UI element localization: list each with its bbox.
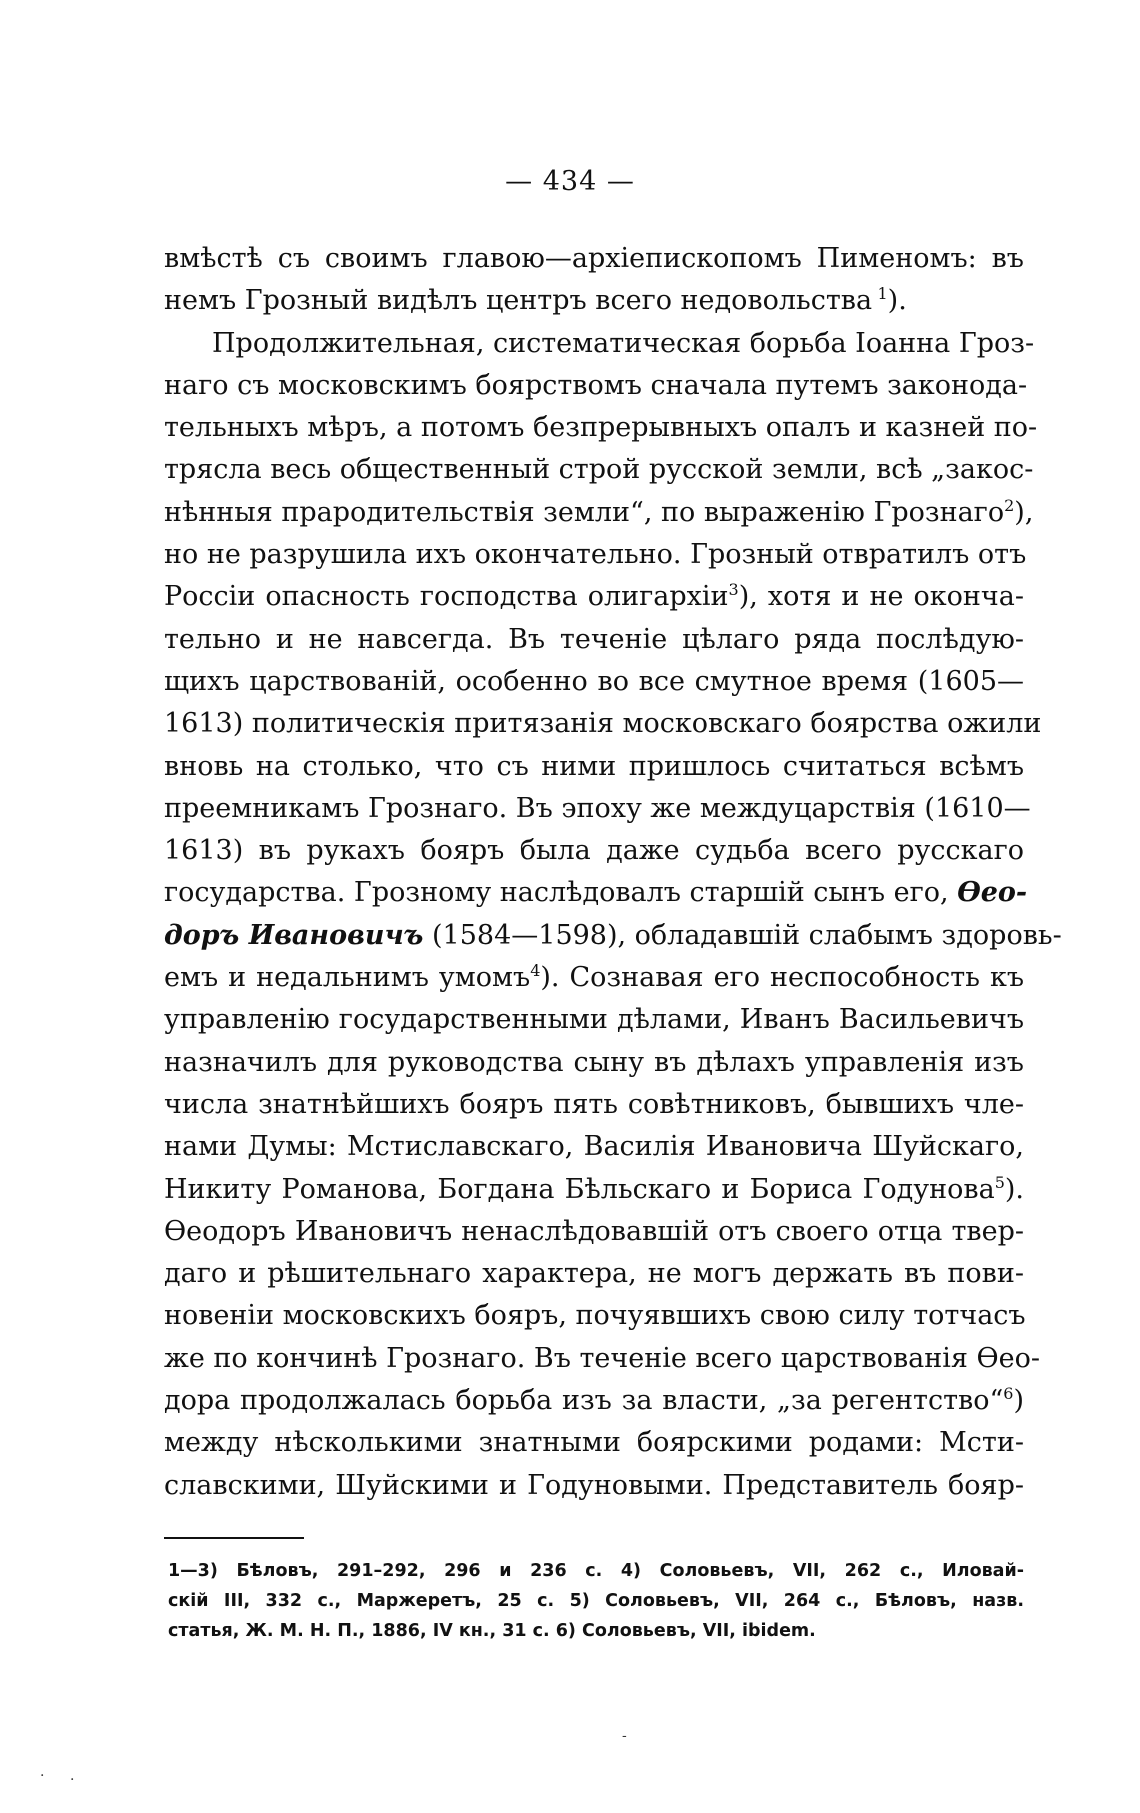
paragraph-start: Продолжительная, систематическая борьба Іоанна Гроз- — [212, 327, 1035, 359]
main-text — [164, 238, 1062, 1507]
text-span: ). — [887, 285, 907, 317]
text-line — [164, 915, 1062, 957]
text-line: же по кончинѣ Грознаго. Въ теченіе всего царствованія Ѳео- — [164, 1342, 1040, 1374]
text-span: ) — [1013, 1385, 1024, 1417]
text-span: Никиту Романова, Богдана Бѣльскаго и Бориса Годунова — [164, 1173, 995, 1205]
text-line: между нѣсколькими знатными боярскими родами: Мсти- — [164, 1427, 1024, 1459]
text-line: тельно и не навсегда. Въ теченіе цѣлаго ряда послѣдую- — [164, 623, 1024, 655]
text-span: нѣнныя прародительствія земли“, по выраженію Грознаго — [164, 496, 1005, 528]
footnote-ref: 2 — [1004, 495, 1015, 515]
text-span-tail — [1003, 1385, 1024, 1416]
text-line: числа знатнѣйшихъ бояръ пять совѣтниковъ, бывшихъ чле- — [164, 1088, 1024, 1120]
footnote-divider — [164, 1537, 304, 1539]
footnote-ref: 5 — [994, 1172, 1005, 1192]
text-line: назначилъ для руководства сыну въ дѣлахъ управленія изъ — [164, 1046, 1024, 1078]
scan-speck: · — [40, 1768, 45, 1784]
scan-speck: · — [70, 1772, 75, 1788]
text-span: емъ и недальнимъ умомъ — [164, 962, 531, 994]
text-line: новеніи московскихъ бояръ, почуявшихъ свою силу тотчасъ — [164, 1300, 1026, 1332]
italic-name: доръ Ивановичъ — [164, 919, 424, 951]
text-line: щихъ царствованій, особенно во все смутное время (1605— — [164, 665, 1024, 697]
text-line — [164, 1380, 1024, 1422]
text-line — [164, 576, 1024, 618]
text-line: тельныхъ мѣръ, а потомъ безпрерывныхъ опалъ и казней по- — [164, 412, 1038, 444]
text-line: но не разрушила ихъ окончательно. Грозный отвратилъ отъ — [164, 539, 1027, 571]
footnote-ref: 4 — [530, 961, 541, 981]
text-line — [164, 1169, 1024, 1211]
text-line — [164, 872, 1028, 914]
text-span: Россіи опасность господства олигархіи — [164, 581, 729, 613]
page-number: — 434 — — [505, 166, 635, 197]
text-line — [164, 957, 1024, 999]
text-line: славскими, Шуйскими и Годуновыми. Представитель бояр- — [164, 1469, 1024, 1501]
italic-name: Ѳео- — [957, 877, 1028, 909]
footnotes — [168, 1556, 1024, 1646]
text-line: управленію государственными дѣлами, Иванъ Васильевичъ — [164, 1004, 1024, 1036]
text-line — [164, 492, 1034, 534]
text-span: дора продолжалась борьба изъ за власти, „за регентство“ — [164, 1385, 1004, 1417]
text-span: немъ Грозный видѣлъ центръ всего недовольства — [164, 285, 873, 317]
footnote-line: 1—3) Бѣловъ, 291–292, 296 и 236 с. 4) Соловьевъ, VII, 262 с., Иловай- — [168, 1561, 1024, 1581]
text-span: ), хотя и не оконча- — [738, 581, 1024, 613]
footnote-ref: 3 — [728, 580, 739, 600]
text-line: даго и рѣшительнаго характера, не могъ держать въ пови- — [164, 1258, 1024, 1290]
text-span: государства. Грозному наслѣдовалъ старшій сынъ его, — [164, 877, 949, 909]
text-line: Ѳеодоръ Ивановичъ ненаслѣдовавшій отъ своего отца твер- — [164, 1215, 1024, 1247]
text-line — [164, 280, 1024, 322]
text-line: трясла весь общественный строй русской земли, всѣ „закос- — [164, 454, 1034, 486]
text-line: вновь на столько, что съ ними пришлось считаться всѣмъ — [164, 750, 1024, 782]
text-line: 1613) въ рукахъ бояръ была даже судьба всего русскаго — [164, 835, 1024, 867]
text-span: (1584—1598), обладавшій слабымъ здоровь- — [432, 919, 1062, 951]
text-span: ). Сознавая его неспособность къ — [540, 962, 1024, 994]
text-span: ). — [1004, 1173, 1024, 1205]
text-line: вмѣстѣ съ своимъ главою—архіепископомъ Пименомъ: въ — [164, 243, 1024, 274]
footnote-ref: 1 — [877, 284, 888, 304]
scan-speck: - — [622, 1728, 627, 1744]
footnote-line: скій III, 332 с., Маржеретъ, 25 с. 5) Соловьевъ, VII, 264 с., Бѣловъ, назв. — [168, 1591, 1024, 1611]
text-span-tail — [1004, 497, 1033, 528]
text-line: 1613) политическія притязанія московскаго боярства ожили — [164, 708, 1042, 740]
text-line: наго съ московскимъ боярствомъ сначала путемъ законода- — [164, 369, 1028, 401]
footnote-line: статья, Ж. М. Н. П., 1886, IV кн., 31 с. 6) Соловьевъ, VII, ibidem. — [168, 1621, 816, 1641]
text-line: преемникамъ Грознаго. Въ эпоху же междуцарствія (1610— — [164, 792, 1031, 824]
footnote-ref: 6 — [1003, 1384, 1014, 1404]
text-line: нами Думы: Мстиславскаго, Василія Ивановича Шуйскаго, — [164, 1131, 1024, 1163]
text-span: ), — [1014, 496, 1034, 528]
